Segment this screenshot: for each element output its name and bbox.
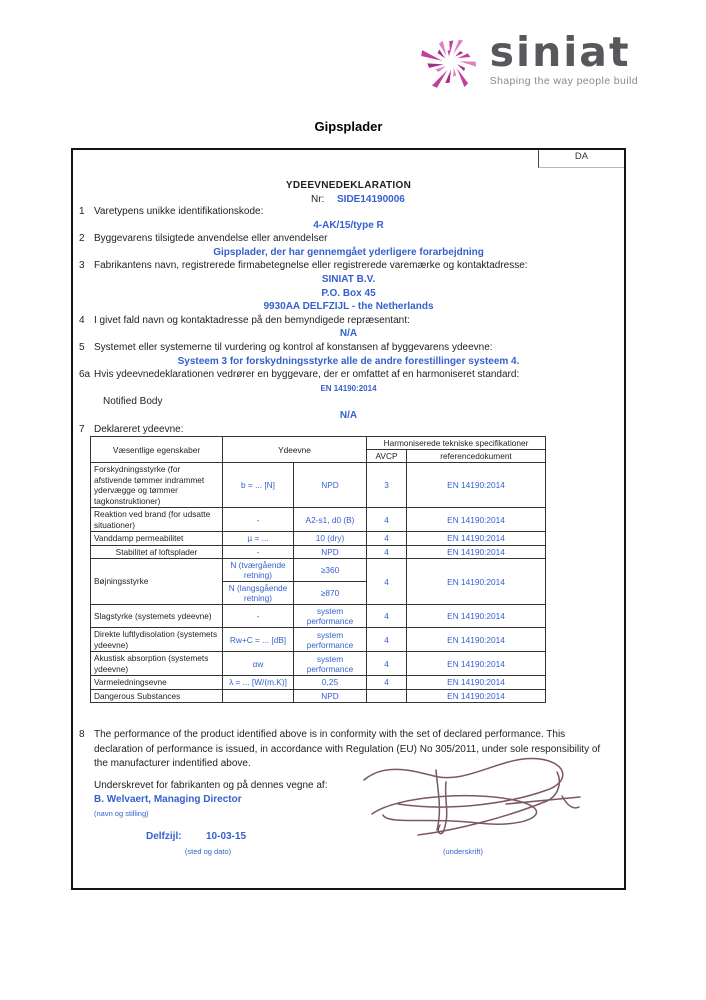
declaration-item-value <box>73 300 624 314</box>
nr-value: SIDE14190006 <box>337 194 405 205</box>
col-header-harmonised-group: Harmoniserede tekniske specifikationer <box>367 437 546 450</box>
cell-property: Varmeledningsevne <box>91 676 223 690</box>
table-row <box>91 689 546 703</box>
place-label: Delfzijl: <box>146 831 182 842</box>
item-number: 1 <box>79 206 85 217</box>
signature-image <box>356 750 591 845</box>
declaration-item-label <box>73 259 624 273</box>
cell-expression <box>223 689 294 703</box>
cell-reference: EN 14190:2014 <box>407 628 546 652</box>
cell-reference: EN 14190:2014 <box>407 605 546 628</box>
cell-value: ≥870 <box>294 582 367 605</box>
declaration-item-label <box>73 368 624 382</box>
notified-body-label <box>73 395 624 409</box>
item-value-text: 9930AA DELFZIJL - the Netherlands <box>263 301 434 313</box>
declaration-items <box>73 205 624 436</box>
cell-value: system performance <box>294 652 367 676</box>
place-date-caption: (sted og dato) <box>184 847 232 856</box>
declaration-item-label <box>73 423 624 437</box>
cell-reference: EN 14190:2014 <box>407 532 546 546</box>
item-label-text: Deklareret ydeevne: <box>94 423 184 435</box>
cell-avcp: 4 <box>367 545 407 559</box>
item-number: 6a <box>79 369 91 381</box>
cell-expression: - <box>223 508 294 532</box>
cell-avcp: 4 <box>367 628 407 652</box>
declaration-item-value <box>73 382 624 396</box>
table-row <box>91 652 546 676</box>
cell-value: 0,25 <box>294 676 367 690</box>
declaration-item-value <box>73 327 624 341</box>
cell-expression: µ = ... <box>223 532 294 546</box>
item-value-text: EN 14190:2014 <box>320 383 377 393</box>
item-value-text: SINIAT B.V. <box>321 273 376 285</box>
declaration-item-value <box>73 219 624 233</box>
item-value-text: Systeem 3 for forskydningsstyrke alle de andre forestillinger systeem 4. <box>177 355 520 367</box>
item-number: 5 <box>79 341 85 353</box>
cell-expression: - <box>223 605 294 628</box>
table-row <box>91 545 546 559</box>
cell-value: NPD <box>294 463 367 508</box>
cell-avcp: 4 <box>367 508 407 532</box>
cell-expression: λ = ... [W/(m.K)] <box>223 676 294 690</box>
siniat-logo <box>418 24 638 98</box>
item-label-text: Hvis ydeevnedeklarationen vedrører en byggevare, der er omfattet af en harmoniseret standard: <box>94 369 520 381</box>
declaration-item-label <box>73 205 624 219</box>
cell-value: 10 (dry) <box>294 532 367 546</box>
cell-value: A2-s1, d0 (B) <box>294 508 367 532</box>
col-header-property: Væsentlige egenskaber <box>91 437 223 463</box>
declaration-item-value <box>73 409 624 423</box>
signed-for-label: Underskrevet for fabrikanten og på dennes vegne af: <box>94 780 328 791</box>
doc-heading: YDEEVNEDEKLARATION <box>285 180 412 191</box>
cell-avcp <box>367 689 407 703</box>
item-number: 8 <box>79 729 85 740</box>
cell-property: Stabilitet af loftsplader <box>91 545 223 559</box>
cell-value: system performance <box>294 605 367 628</box>
performance-table <box>90 436 546 703</box>
table-row <box>91 463 546 508</box>
declaration-item-value <box>73 287 624 301</box>
signatory-name: B. Welvaert, Managing Director <box>94 794 242 805</box>
table-row <box>91 532 546 546</box>
page-title: Gipsplader <box>314 119 383 134</box>
cell-value: system performance <box>294 628 367 652</box>
cell-avcp: 4 <box>367 676 407 690</box>
cell-value: NPD <box>294 545 367 559</box>
cell-property: Forskydningsstyrke (for afstivende tømmer indrammet ydervægge og tømmer tagkonstruktioner) <box>91 463 223 508</box>
logo-text <box>489 28 638 87</box>
cell-value: ≥360 <box>294 559 367 582</box>
cell-reference: EN 14190:2014 <box>407 463 546 508</box>
cell-reference: EN 14190:2014 <box>407 545 546 559</box>
table-row <box>91 605 546 628</box>
col-header-avcp: AVCP <box>367 450 407 463</box>
table-row <box>91 628 546 652</box>
siniat-starburst-icon <box>418 24 484 98</box>
cell-avcp: 4 <box>367 532 407 546</box>
table-row <box>91 508 546 532</box>
language-code-cell: DA <box>538 150 624 168</box>
item-label-text: Varetypens unikke identifikationskode: <box>94 206 264 217</box>
item-number: 7 <box>79 423 85 435</box>
cell-property: Direkte luftlydisolation (systemets ydeevne) <box>91 628 223 652</box>
cell-reference: EN 14190:2014 <box>407 652 546 676</box>
declaration-item-value <box>73 355 624 369</box>
item-number: 2 <box>79 233 85 245</box>
cell-property: Reaktion ved brand (for udsatte situationer) <box>91 508 223 532</box>
col-header-reference: referencedokument <box>407 450 546 463</box>
item-value-text: P.O. Box 45 <box>321 287 376 299</box>
logo-tagline: Shaping the way people build <box>489 75 638 87</box>
col-header-performance: Ydeevne <box>223 437 367 463</box>
declaration-item-label <box>73 341 624 355</box>
cell-expression: b = ... [N] <box>223 463 294 508</box>
cell-reference: EN 14190:2014 <box>407 508 546 532</box>
date-value: 10-03-15 <box>206 831 247 842</box>
cell-property: Dangerous Substances <box>91 689 223 703</box>
cell-expression: Rw+C = ... [dB] <box>223 628 294 652</box>
item-number: 4 <box>79 314 85 326</box>
sublabel-text: Notified Body <box>103 396 163 408</box>
item-value-text: N/A <box>339 409 358 421</box>
item-label-text: I givet fald navn og kontaktadresse på den bemyndigede repræsentant: <box>94 314 410 326</box>
declaration-item-label <box>73 314 624 328</box>
signature-caption: (underskrift) <box>442 847 483 856</box>
item-value-text: 4-AK/15/type R <box>313 219 384 231</box>
cell-property: Akustisk absorption (systemets ydeevne) <box>91 652 223 676</box>
declaration-box <box>71 148 626 890</box>
item-label-text: Byggevarens tilsigtede anvendelse eller anvendelser <box>94 233 328 245</box>
conformity-text: The performance of the product identified above is in conformity with the set of declared performance. This declaration of performance is issued, in accordance with Regulation (EU) No 305/2011, under sole responsibility of the manufacturer indentified above. <box>94 729 601 769</box>
name-title-caption: (navn og stilling) <box>94 809 149 818</box>
cell-avcp: 4 <box>367 559 407 605</box>
item-value-text: Gipsplader, der har gennemgået yderligere forarbejdning <box>213 246 484 258</box>
cell-property: Bøjningsstyrke <box>91 559 223 605</box>
cell-reference: EN 14190:2014 <box>407 559 546 605</box>
cell-reference: EN 14190:2014 <box>407 689 546 703</box>
cell-expression: N (langsgående retning) <box>223 582 294 605</box>
cell-expression: αw <box>223 652 294 676</box>
cell-avcp: 3 <box>367 463 407 508</box>
item-value-text: N/A <box>339 328 358 340</box>
cell-avcp: 4 <box>367 652 407 676</box>
logo-brand: siniat <box>489 28 631 76</box>
declaration-item-value <box>73 246 624 260</box>
declaration-item-value <box>73 273 624 287</box>
cell-value: NPD <box>294 689 367 703</box>
nr-label: Nr: <box>311 194 325 205</box>
cell-avcp: 4 <box>367 605 407 628</box>
item-label-text: Fabrikantens navn, registrerede firmabetegnelse eller registrerede varemærke og kontaktadresse: <box>94 260 528 272</box>
table-row <box>91 676 546 690</box>
cell-reference: EN 14190:2014 <box>407 676 546 690</box>
cell-property: Slagstyrke (systemets ydeevne) <box>91 605 223 628</box>
cell-expression: N (tværgående retning) <box>223 559 294 582</box>
cell-property: Vanddamp permeabilitet <box>91 532 223 546</box>
item-label-text: Systemet eller systemerne til vurdering og kontrol af konstansen af byggevarens ydeevne: <box>94 341 493 353</box>
item-number: 3 <box>79 260 85 272</box>
cell-expression: - <box>223 545 294 559</box>
table-row <box>91 559 546 582</box>
declaration-item-label <box>73 232 624 246</box>
